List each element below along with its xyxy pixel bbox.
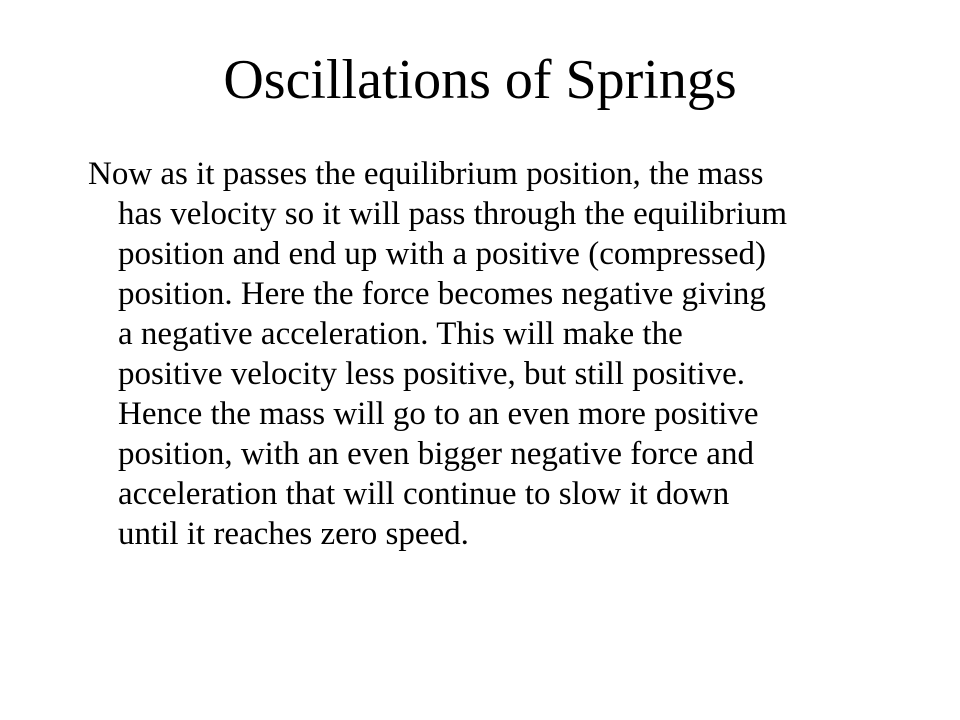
body-line: position and end up with a positive (compressed) [118, 236, 766, 272]
body-line: position. Here the force becomes negative giving [118, 276, 766, 312]
body-line: Hence the mass will go to an even more positive [118, 396, 759, 432]
slide-body [88, 154, 888, 554]
body-line: positive velocity less positive, but still positive. [118, 356, 745, 392]
body-line: has velocity so it will pass through the equilibrium [118, 196, 788, 232]
body-line: position, with an even bigger negative force and [118, 436, 754, 472]
body-line: Now as it passes the equilibrium position, the mass [88, 156, 764, 192]
body-line: acceleration that will continue to slow it down [118, 476, 730, 512]
slide-title: Oscillations of Springs [223, 49, 737, 111]
body-line: a negative acceleration. This will make the [118, 316, 683, 352]
body-line: until it reaches zero speed. [118, 516, 469, 552]
